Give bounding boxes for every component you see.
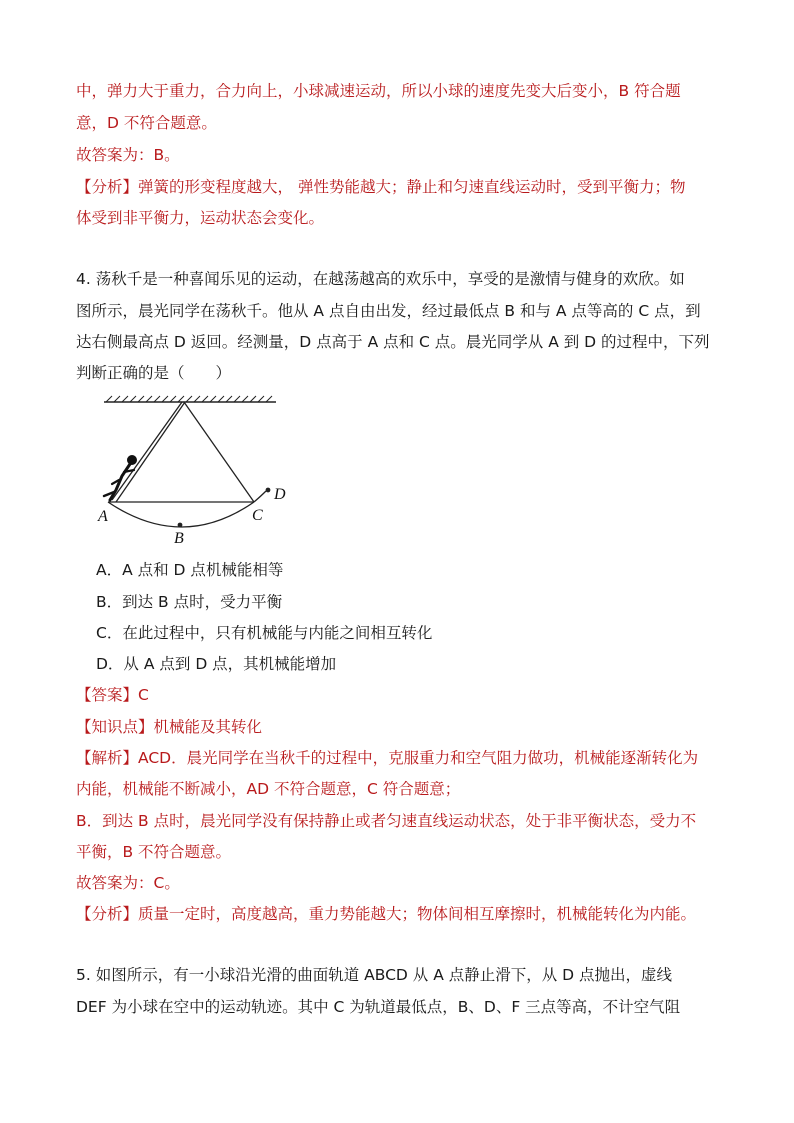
- label-b: B: [174, 530, 184, 547]
- explain-line-1: [76, 747, 698, 769]
- explain-line-4: 平衡，B 不符合题意。: [76, 843, 232, 861]
- rope-to-a-outer: [112, 402, 182, 500]
- swing-figure: [94, 392, 304, 552]
- point-b-dot: [178, 523, 183, 528]
- knowledge-line: [76, 716, 262, 738]
- rope-to-a-inner: [116, 402, 185, 502]
- answer-tag: 【答案】: [76, 686, 139, 704]
- label-a: A: [98, 508, 108, 525]
- option-d: D．从 A 点到 D 点，其机械能增加: [96, 655, 337, 673]
- prev-explain-line-1: 中，弹力大于重力，合力向上，小球减速运动，所以小球的速度先变大后变小，B 符合题: [76, 82, 681, 100]
- prev-conclusion: 故答案为：B。: [76, 146, 180, 164]
- rope-to-c: [184, 402, 254, 502]
- answer-line: [76, 684, 149, 706]
- person-icon: [104, 455, 137, 500]
- q4-stem-line-3: 达右侧最高点 D 返回。经测量，D 点高于 A 点和 C 点。晨光同学从 A 到 D 的过程中，下列: [76, 333, 710, 351]
- answer-value: C: [138, 686, 149, 704]
- explain-line-3: B．到达 B 点时，晨光同学没有保持静止或者匀速直线运动状态，处于非平衡状态，受力不: [76, 812, 697, 830]
- q5-stem-line-2: DEF 为小球在空中的运动轨迹。其中 C 为轨道最低点，B、D、F 三点等高，不计空气阻: [76, 998, 681, 1016]
- option-a: A．A 点和 D 点机械能相等: [96, 561, 284, 579]
- prev-explain-line-2: 意，D 不符合题意。: [76, 114, 217, 132]
- knowledge-value: 机械能及其转化: [153, 718, 263, 736]
- analysis-tag: 【分析】: [76, 178, 139, 196]
- arc-to-d: [254, 491, 266, 502]
- q4-analysis-tag: 【分析】: [76, 905, 139, 923]
- q4-stem-line-1: 4. 荡秋千是一种喜闻乐见的运动，在越荡越高的欢乐中，享受的是激情与健身的欢欣。如: [76, 270, 685, 288]
- q5-stem-line-1: 5. 如图所示，有一小球沿光滑的曲面轨道 ABCD 从 A 点静止滑下，从 D 点抛出，虚线: [76, 966, 673, 984]
- analysis-text: 弹簧的形变程度越大， 弹性势能越大；静止和匀速直线运动时，受到平衡力；物: [138, 178, 686, 196]
- prev-analysis-line-2: 体受到非平衡力，运动状态会变化。: [76, 209, 325, 227]
- label-d: D: [274, 486, 286, 503]
- explain-text-1: ACD．晨光同学在当秋千的过程中，克服重力和空气阻力做功，机械能逐渐转化为: [138, 749, 699, 767]
- q4-analysis-line: [76, 903, 696, 925]
- label-c: C: [252, 507, 263, 524]
- explain-line-2: 内能，机械能不断减小，AD 不符合题意，C 符合题意；: [76, 780, 461, 798]
- q4-stem-line-4: 判断正确的是（ ）: [76, 364, 232, 382]
- q4-conclusion: 故答案为：C。: [76, 874, 180, 892]
- option-c: C．在此过程中，只有机械能与内能之间相互转化: [96, 624, 433, 642]
- q4-analysis-text: 质量一定时，高度越高，重力势能越大；物体间相互摩擦时，机械能转化为内能。: [138, 905, 697, 923]
- knowledge-tag: 【知识点】: [76, 718, 154, 736]
- option-b: B．到达 B 点时，受力平衡: [96, 593, 283, 611]
- point-d-dot: [266, 488, 271, 493]
- prev-analysis-line-1: [76, 176, 685, 198]
- explain-tag: 【解析】: [76, 749, 139, 767]
- q4-stem-line-2: 图所示，晨光同学在荡秋千。他从 A 点自由出发，经过最低点 B 和与 A 点等高的 C 点，到: [76, 302, 701, 320]
- ceiling-hatching: [106, 396, 272, 402]
